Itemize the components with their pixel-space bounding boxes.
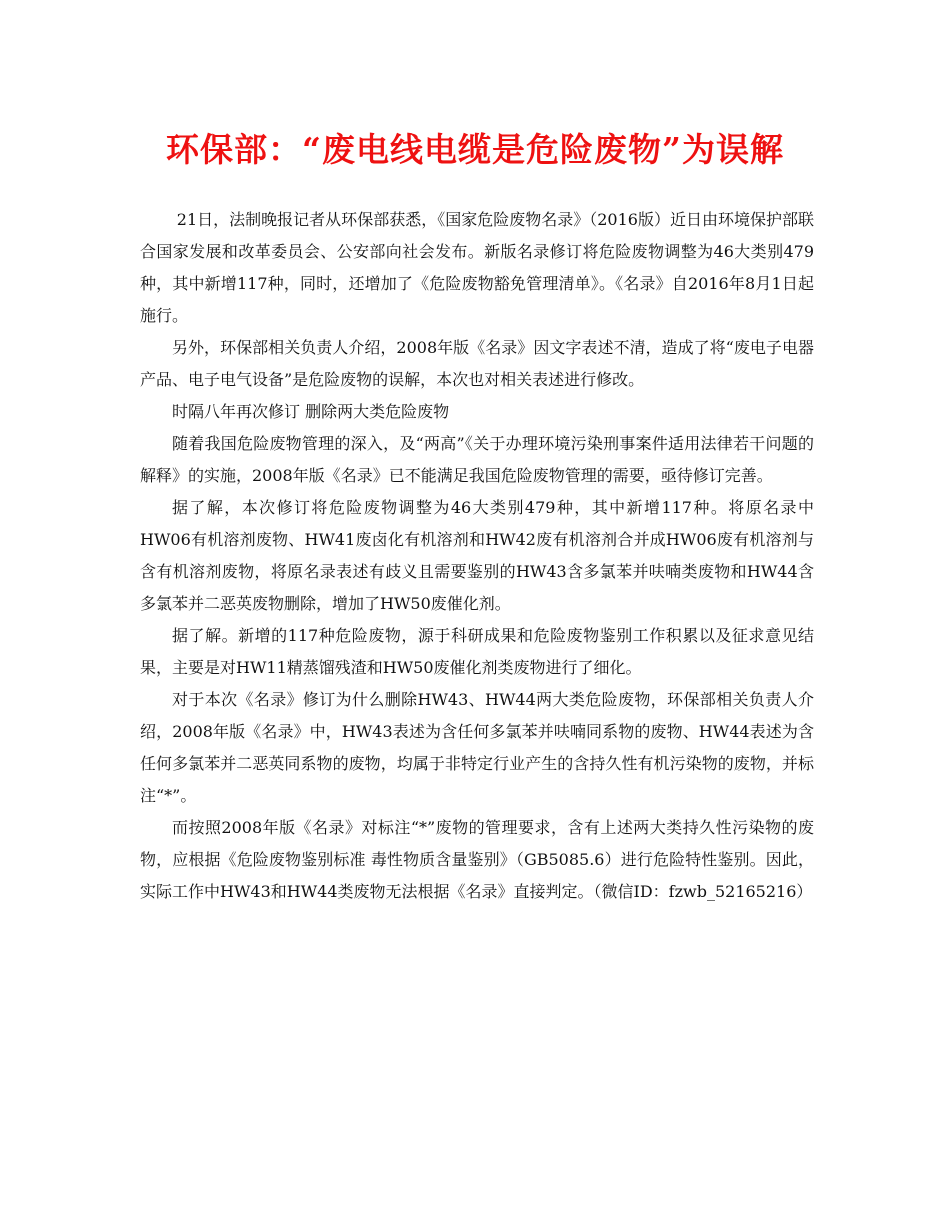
paragraph-1: 21日，法制晚报记者从环保部获悉，《国家危险废物名录》（2016版）近日由环境保护部联合国家发展和改革委员会、公安部向社会发布。新版名录修订将危险废物调整为46大类别479种，其中新增117种，同时，还增加了《危险废物豁免管理清单》。《名录》自2016年8月1日起施行。 xyxy=(140,210,814,325)
paragraph-7: 而按照2008年版《名录》对标注“*”废物的管理要求，含有上述两大类持久性污染物的废物，应根据《危险废物鉴别标准 毒性物质含量鉴别》（GB5085.6）进行危险特性鉴别。因此，实际工作中HW43和HW44类废物无法根据《名录》直接判定。（微信ID：fzwb_52165216） xyxy=(140,818,814,901)
paragraph-6: 对于本次《名录》修订为什么删除HW43、HW44两大类危险废物，环保部相关负责人介绍，2008年版《名录》中，HW43表述为含任何多氯苯并呋喃同系物的废物、HW44表述为含任何多氯苯并二恶英同系物的废物，均属于非特定行业产生的含持久性有机污染物的废物，并标注“*”。 xyxy=(140,690,814,805)
paragraph-5: 据了解。新增的117种危险废物，源于科研成果和危险废物鉴别工作积累以及征求意见结果，主要是对HW11精蒸馏残渣和HW50废催化剂类废物进行了细化。 xyxy=(140,626,814,677)
article-title: 环保部：“废电线电缆是危险废物”为误解 xyxy=(166,130,784,169)
article-body xyxy=(140,204,814,908)
paragraph-4: 据了解，本次修订将危险废物调整为46大类别479种，其中新增117种。将原名录中HW06有机溶剂废物、HW41废卤化有机溶剂和HW42废有机溶剂合并成HW06废有机溶剂与含有机溶剂废物，将原名录表述有歧义且需要鉴别的HW43含多氯苯并呋喃类废物和HW44含多氯苯并二恶英废物删除，增加了HW50废催化剂。 xyxy=(140,498,814,613)
paragraph-3: 随着我国危险废物管理的深入，及“两高”《关于办理环境污染刑事案件适用法律若干问题的解释》的实施，2008年版《名录》已不能满足我国危险废物管理的需要，亟待修订完善。 xyxy=(140,434,814,485)
paragraph-2: 另外，环保部相关负责人介绍，2008年版《名录》因文字表述不清，造成了将“废电子电器产品、电子电气设备”是危险废物的误解，本次也对相关表述进行修改。 xyxy=(140,338,814,389)
section-heading: 时隔八年再次修订 删除两大类危险废物 xyxy=(172,402,450,421)
